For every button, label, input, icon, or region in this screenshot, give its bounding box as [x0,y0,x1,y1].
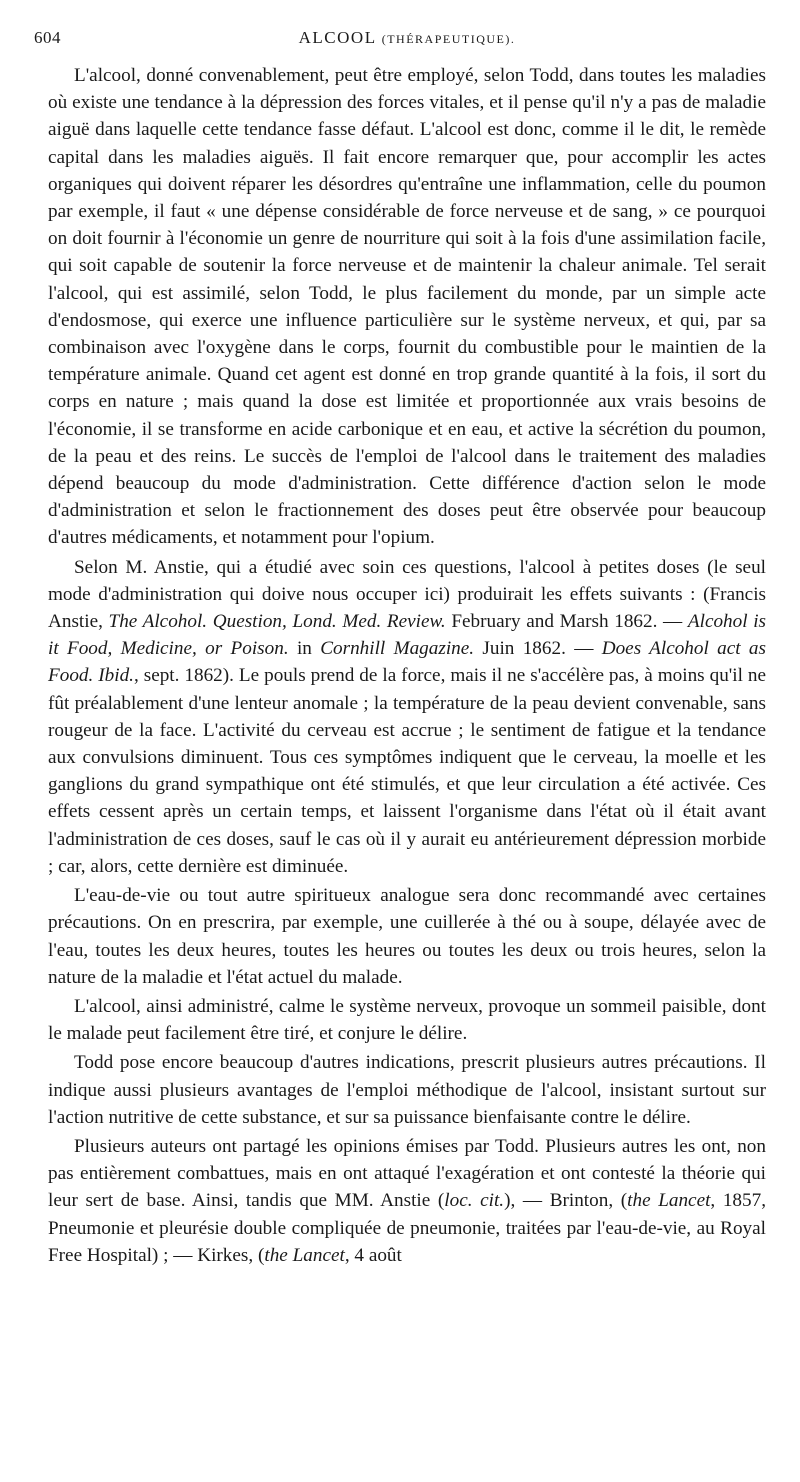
paragraph-2 [48,554,766,880]
citation-title: Does Alcohol act as Food. Ibid. [48,638,766,687]
header-main-title: ALCOOL [298,28,376,47]
page-number: 604 [34,28,61,47]
paragraph-6-part: Plusieurs auteurs ont partagé les opinions émises par Todd. Plusieurs autres les ont, non pas entièrement combattues, mais en ont attaqué l'exagération et ont contesté la théorie qui leur sert de base. Ainsi, tandis que MM. Anstie ( [48,1135,766,1212]
citation-title: The Alcohol. Question, Lond. Med. Review. [108,611,446,633]
paragraph-6-part: , 1857, Pneumonie et pleurésie double compliquée de pneumonie, traitées par l'eau-de-vie, au Royal Free Hospital) ; — Kirkes, ( [48,1190,767,1266]
paragraph-2-part: February and Marsh 1862. — [445,611,688,633]
paragraph-6 [48,1133,766,1269]
running-head [34,28,766,54]
body-text [48,62,766,1269]
citation-title: the Lancet [264,1244,345,1266]
citation-title: loc. cit. [444,1190,505,1212]
header-title [48,28,766,48]
header-subtitle: (THÉRAPEUTIQUE). [381,32,516,46]
paragraph-5: Todd pose encore beaucoup d'autres indications, prescrit plusieurs autres précautions. Il indique aussi plusieurs avantages de l'emploi méthodique de l'alcool, insistant surtout sur l'action nutritive de cette substance, et sur sa puissance bienfaisante contre le délire. [48,1052,766,1128]
paragraph-3: L'eau-de-vie ou tout autre spiritueux analogue sera donc recommandé avec certaines précautions. On en prescrira, par exemple, une cuillerée à thé ou à soupe, délayée avec de l'eau, toutes les deux heures, toutes les heures ou toutes les deux ou trois heures, selon la nature de la maladie et l'état actuel du malade. [48,885,766,988]
citation-title: Cornhill Magazine. [320,638,475,660]
paragraph-1: L'alcool, donné convenablement, peut être employé, selon Todd, dans toutes les maladies où existe une tendance à la dépression des forces vitales, et il pense qu'il n'y a pas de maladie aiguë dans laquelle cette tendance fasse défaut. L'alcool est donc, comme il le dit, le remède capital dans les maladies aiguës. Il fait encore remarquer que, pour accomplir les actes organiques qui doivent réparer les désordres qu'entraîne une inflammation, celle du poumon par exemple, il faut « une dépense considérable de force nerveuse et de sang, » ce pourquoi on doit fournir à l'économie un genre de nourriture qui soit à la fois d'une assimilation facile, qui soit capable de soutenir la force nerveuse et de maintenir la chaleur animale. Tel serait l'alcool, qui est assimilé, selon Todd, le plus facilement du monde, par un simple acte d'endosmose, qui exerce une influence particulière sur le système nerveux, et qui, par sa combinaison avec l'oxygène dans le corps, fournit du combustible pour le maintien de la température animale. Quand cet agent est donné en trop grande quantité à la fois, il sort du corps en nature ; mais quand la dose est limitée et proportionnée aux vrais besoins de l'économie, il se transforme en acide carbonique et en eau, et active la sécrétion du poumon, de la peau et des reins. Le succès de l'emploi de l'alcool dans le traitement des maladies dépend beaucoup du mode d'administration. Cette différence d'action selon le mode d'administration et selon le fractionnement des doses peut être observée pour beaucoup d'autres médicaments, et notamment pour l'opium. [48,65,766,549]
paragraph-2-part: , sept. 1862). Le pouls prend de la force, mais il ne s'accélère pas, à moins qu'il ne fût préalablement d'une lenteur anomale ; la température de la peau devient convenable, sans rougeur de la face. L'activité du cerveau est accrue ; le sentiment de fatigue et la tendance aux convulsions diminuent. Tous ces symptômes indiquent que le cerveau, la moelle et les ganglions du grand sympathique ont été stimulés, et que leur circulation a été activée. Ces effets cessent après un certain temps, et laissent l'organisme dans l'état où il était avant l'administration de ces doses, sauf le cas où il y aurait eu antérieurement dépression morbide ; car, alors, cette dernière est diminuée. [48,665,766,877]
citation-title: Alcohol is it Food, Medicine, or Poison. [48,611,767,660]
document-page [34,28,767,1271]
paragraph-6-part: , 4 août [344,1244,402,1266]
citation-title: the Lancet [627,1190,711,1212]
paragraph-6-part: ), — Brinton, ( [504,1190,628,1212]
paragraph-2-part: Juin 1862. — [474,638,602,660]
paragraph-4: L'alcool, ainsi administré, calme le système nerveux, provoque un sommeil paisible, dont le malade peut facilement être tiré, et conjure le délire. [48,995,766,1045]
paragraph-2-part: in [288,638,321,660]
paragraph-2-part: Selon M. Anstie, qui a étudié avec soin ces questions, l'alcool à petites doses (le seul mode d'administration qui doive nous occuper ici) produirait les effets suivants : (Francis Anstie, [48,556,766,633]
